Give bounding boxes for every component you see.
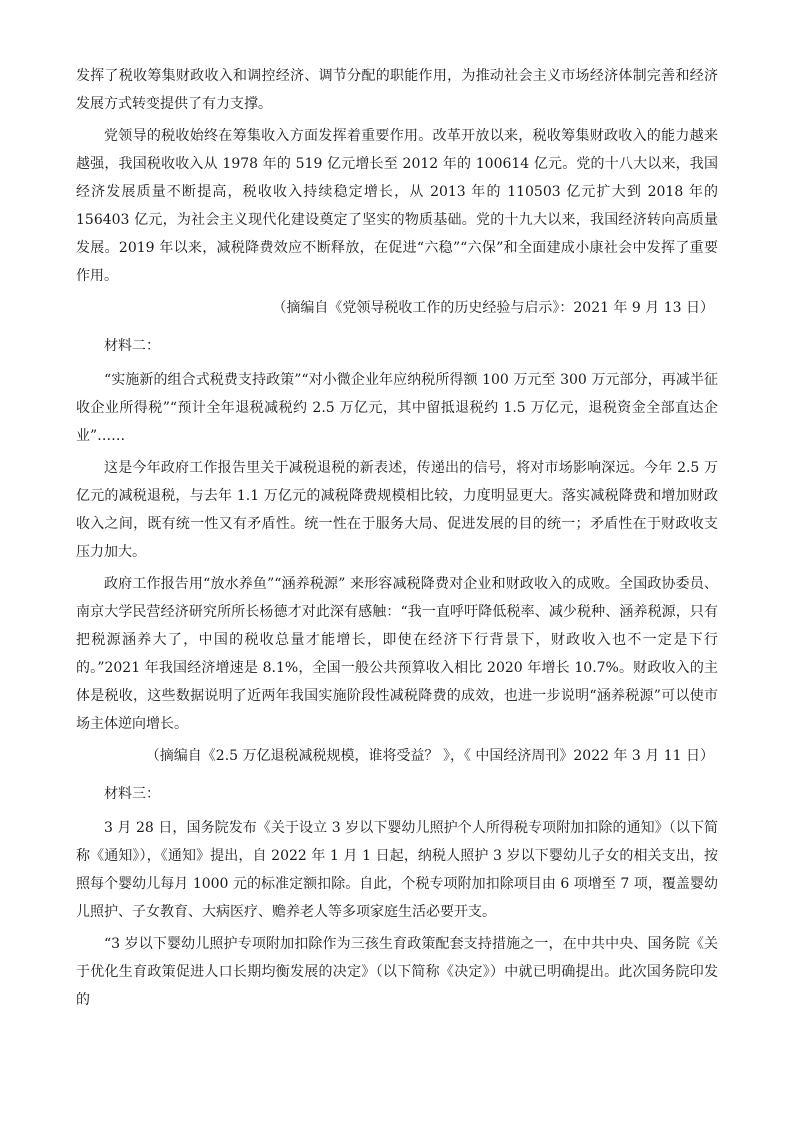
source-citation-1: （摘编自《党领导税收工作的历史经验与启示》：2021 年 9 月 13 日） (272, 300, 714, 316)
paragraph-5: 政府工作报告用“放水养鱼”“涵养税源” 来形容减税降费对企业和财政收入的成败。全国政协委员、南京大学民营经济研究所所长杨德才对此深有感触：“我一直呼吁降低税率、减少税种、涵养税源，只有把税源涵养大了，中国的税收总量才能增长，即使在经济下行背景下，财政收入也不一定是下行的。”2021 年我国经济增速是 8.1%，全国一般公共预算收入相比 2020 年增长 10.7%。财政收入的主体是税收，这些数据说明了近两年我国实施阶段性减税降费的成效，也进一步说明“涵养税源”可以使市场主体逆向增长。 (76, 576, 718, 732)
material-3-label: 材料三： (104, 786, 160, 802)
paragraph-6: 3 月 28 日，国务院发布《关于设立 3 岁以下婴幼儿照护个人所得税专项附加扣除的通知》（以下简称《通知》），《通知》提出，自 2022 年 1 月 1 日起，纳税人照护 3 岁以下婴幼儿子女的相关支出，按照每个婴幼儿每月 1000 元的标准定额扣除。自此，个税专项附加扣除项目由 6 项增至 7 项，覆盖婴幼儿照护、子女教育、大病医疗、赡养老人等多项家庭生活必要开支。 (76, 820, 718, 920)
source-citation-2: （摘编自《2.5 万亿退税减税规模，谁将受益？ 》，《 中国经济周刊》2022 年 3 月 11 日） (145, 748, 714, 764)
paragraph-4: 这是今年政府工作报告里关于减税退税的新表述，传递出的信号，将对市场影响深远。今年 2.5 万亿元的减税退税，与去年 1.1 万亿元的减税降费规模相比较，力度明显更大。落实减税降费和增加财政收入之间，既有统一性又有矛盾性。统一性在于服务大局、促进发展的目的统一；矛盾性在于财政收支压力加大。 (76, 460, 718, 560)
material-2-label: 材料二： (104, 338, 160, 354)
paragraph-3: “实施新的组合式税费支持政策”“对小微企业年应纳税所得额 100 万元至 300 万元部分，再减半征收企业所得税”“预计全年退税减税约 2.5 万亿元，其中留抵退税约 1.5 万亿元，退税资金全部直达企业”…… (76, 372, 718, 444)
paragraph-2: 党领导的税收始终在筹集收入方面发挥着重要作用。改革开放以来，税收筹集财政收入的能力越来越强，我国税收收入从 1978 年的 519 亿元增长至 2012 年的 100614 亿元。党的十八大以来，我国经济发展质量不断提高，税收收入持续稳定增长，从 2013 年的 110503 亿元扩大到 2018 年的 156403 亿元，为社会主义现代化建设奠定了坚实的物质基础。党的十九大以来，我国经济转向高质量发展。2019 年以来，减税降费效应不断释放，在促进“六稳”“六保”和全面建成小康社会中发挥了重要作用。 (76, 128, 718, 284)
paragraph-7: “3 岁以下婴幼儿照护专项附加扣除作为三孩生育政策配套支持措施之一，在中共中央、国务院《关于优化生育政策促进人口长期均衡发展的决定》（以下简称《决定》）中就已明确提出。此次国务院印发的 (76, 936, 718, 1008)
paragraph-1: 发挥了税收筹集财政收入和调控经济、调节分配的职能作用，为推动社会主义市场经济体制完善和经济发展方式转变提供了有力支撑。 (76, 68, 718, 112)
